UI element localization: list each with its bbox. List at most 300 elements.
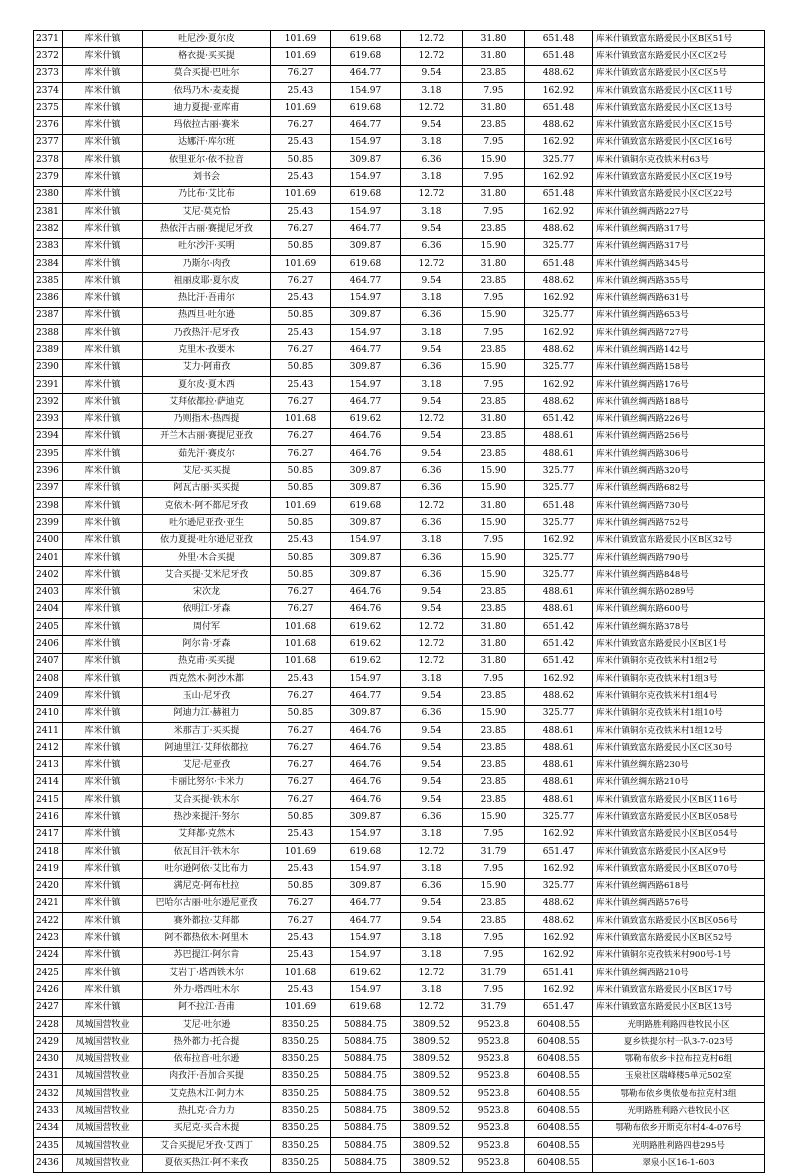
cell-total: 60408.55	[525, 1051, 593, 1068]
cell-township: 凤城国营牧业	[63, 1034, 143, 1051]
cell-name: 阿迪里江·艾拜依都拉	[143, 740, 271, 757]
cell-fee-a: 6.36	[401, 463, 463, 480]
cell-row-number: 2386	[34, 290, 63, 307]
cell-area: 101.68	[271, 965, 331, 982]
cell-total: 651.42	[525, 653, 593, 670]
cell-amount: 50884.75	[331, 1120, 401, 1137]
cell-row-number: 2399	[34, 515, 63, 532]
cell-row-number: 2425	[34, 965, 63, 982]
cell-fee-a: 12.72	[401, 100, 463, 117]
cell-area: 25.43	[271, 532, 331, 549]
cell-name: 刘书会	[143, 169, 271, 186]
cell-name: 迪力夏提·亚库甫	[143, 100, 271, 117]
cell-total: 488.61	[525, 740, 593, 757]
cell-township: 凤城国营牧业	[63, 1068, 143, 1085]
cell-fee-b: 31.80	[463, 48, 525, 65]
cell-fee-a: 12.72	[401, 48, 463, 65]
cell-area: 50.85	[271, 480, 331, 497]
cell-area: 101.69	[271, 186, 331, 203]
cell-amount: 464.76	[331, 740, 401, 757]
cell-fee-a: 3.18	[401, 947, 463, 964]
cell-row-number: 2406	[34, 636, 63, 653]
cell-amount: 464.76	[331, 446, 401, 463]
cell-row-number: 2391	[34, 376, 63, 393]
table-row	[34, 1138, 765, 1155]
cell-area: 101.68	[271, 411, 331, 428]
cell-area: 25.43	[271, 861, 331, 878]
table-row	[34, 1034, 765, 1051]
cell-fee-b: 7.95	[463, 134, 525, 151]
cell-fee-a: 9.54	[401, 65, 463, 82]
cell-total: 488.62	[525, 394, 593, 411]
cell-amount: 154.97	[331, 203, 401, 220]
cell-fee-b: 23.85	[463, 117, 525, 134]
cell-township: 库米什镇	[63, 428, 143, 445]
cell-row-number: 2427	[34, 999, 63, 1016]
cell-fee-a: 12.72	[401, 186, 463, 203]
cell-total: 651.48	[525, 498, 593, 515]
cell-township: 库米什镇	[63, 203, 143, 220]
cell-area: 76.27	[271, 792, 331, 809]
cell-fee-b: 7.95	[463, 826, 525, 843]
cell-address: 库米什镇铜尔克孜铁米村1组3号	[593, 670, 765, 687]
cell-total: 60408.55	[525, 1138, 593, 1155]
cell-township: 库米什镇	[63, 878, 143, 895]
cell-row-number: 2436	[34, 1155, 63, 1172]
cell-fee-a: 3809.52	[401, 1155, 463, 1172]
cell-address: 库米什镇致富东路爱民小区B区056号	[593, 913, 765, 930]
cell-name: 艾合买提·艾米尼牙孜	[143, 567, 271, 584]
table-row	[34, 653, 765, 670]
cell-fee-b: 7.95	[463, 325, 525, 342]
cell-fee-a: 3.18	[401, 861, 463, 878]
cell-amount: 309.87	[331, 480, 401, 497]
cell-name: 艾尼·买买提	[143, 463, 271, 480]
cell-address: 夏乡铁提尔村一队3-7-023号	[593, 1034, 765, 1051]
cell-area: 8350.25	[271, 1016, 331, 1033]
cell-total: 325.77	[525, 463, 593, 480]
cell-name: 热依汗古丽·赛提尼牙孜	[143, 221, 271, 238]
table-row	[34, 1051, 765, 1068]
cell-township: 库米什镇	[63, 809, 143, 826]
table-row	[34, 48, 765, 65]
cell-row-number: 2396	[34, 463, 63, 480]
cell-fee-b: 23.85	[463, 428, 525, 445]
cell-name: 阿瓦古丽·买买提	[143, 480, 271, 497]
cell-address: 库米什镇丝绸西路317号	[593, 238, 765, 255]
cell-address: 库米什镇丝绸西路355号	[593, 273, 765, 290]
cell-row-number: 2377	[34, 134, 63, 151]
cell-fee-b: 7.95	[463, 861, 525, 878]
cell-total: 651.42	[525, 619, 593, 636]
cell-address: 库米什镇丝绸西路226号	[593, 411, 765, 428]
cell-total: 651.48	[525, 31, 593, 48]
cell-name: 吐尼沙·夏尔皮	[143, 31, 271, 48]
cell-township: 凤城国营牧业	[63, 1016, 143, 1033]
cell-amount: 464.77	[331, 895, 401, 912]
cell-area: 101.69	[271, 31, 331, 48]
cell-address: 库米什镇丝绸西路142号	[593, 342, 765, 359]
cell-total: 488.62	[525, 117, 593, 134]
cell-amount: 50884.75	[331, 1034, 401, 1051]
cell-area: 8350.25	[271, 1120, 331, 1137]
cell-area: 50.85	[271, 515, 331, 532]
cell-name: 外力·塔西吐木尔	[143, 982, 271, 999]
cell-fee-b: 9523.8	[463, 1034, 525, 1051]
cell-address: 库米什镇丝绸西路682号	[593, 480, 765, 497]
cell-area: 101.69	[271, 48, 331, 65]
cell-amount: 464.76	[331, 584, 401, 601]
cell-address: 玉泉社区瑞峰楼5单元502室	[593, 1068, 765, 1085]
cell-row-number: 2405	[34, 619, 63, 636]
cell-fee-a: 9.54	[401, 601, 463, 618]
cell-fee-b: 7.95	[463, 82, 525, 99]
cell-fee-b: 23.85	[463, 394, 525, 411]
cell-area: 50.85	[271, 705, 331, 722]
cell-name: 祖丽皮耶·夏尔皮	[143, 273, 271, 290]
cell-fee-a: 3.18	[401, 169, 463, 186]
cell-name: 阿不都热依木·阿里木	[143, 930, 271, 947]
cell-area: 50.85	[271, 549, 331, 566]
cell-area: 76.27	[271, 601, 331, 618]
cell-row-number: 2378	[34, 152, 63, 169]
table-row	[34, 31, 765, 48]
cell-row-number: 2424	[34, 947, 63, 964]
cell-township: 库米什镇	[63, 134, 143, 151]
cell-address: 库米什镇丝绸西路227号	[593, 203, 765, 220]
cell-name: 艾拜都·克然木	[143, 826, 271, 843]
cell-total: 488.61	[525, 601, 593, 618]
cell-address: 库米什镇丝绸西路730号	[593, 498, 765, 515]
table-row	[34, 670, 765, 687]
cell-address: 库米什镇丝绸西路158号	[593, 359, 765, 376]
cell-total: 488.62	[525, 342, 593, 359]
table-row	[34, 117, 765, 134]
cell-amount: 619.62	[331, 619, 401, 636]
table-row	[34, 238, 765, 255]
cell-row-number: 2372	[34, 48, 63, 65]
cell-row-number: 2398	[34, 498, 63, 515]
cell-area: 76.27	[271, 117, 331, 134]
cell-township: 库米什镇	[63, 965, 143, 982]
table-row	[34, 325, 765, 342]
cell-fee-b: 23.85	[463, 895, 525, 912]
cell-total: 488.61	[525, 757, 593, 774]
cell-township: 库米什镇	[63, 359, 143, 376]
cell-township: 库米什镇	[63, 480, 143, 497]
cell-area: 8350.25	[271, 1155, 331, 1172]
cell-address: 鄂勒布依乡开斯克尔村4-4-076号	[593, 1120, 765, 1137]
cell-amount: 154.97	[331, 670, 401, 687]
cell-name: 莫合买提·巴吐尔	[143, 65, 271, 82]
table-row	[34, 273, 765, 290]
cell-name: 热西旦·吐尔逊	[143, 307, 271, 324]
cell-name: 艾拜依都拉·萨迪克	[143, 394, 271, 411]
cell-row-number: 2404	[34, 601, 63, 618]
cell-fee-a: 9.54	[401, 792, 463, 809]
cell-row-number: 2414	[34, 774, 63, 791]
table-row	[34, 65, 765, 82]
cell-township: 库米什镇	[63, 515, 143, 532]
cell-total: 325.77	[525, 480, 593, 497]
cell-address: 库米什镇丝绸西路306号	[593, 446, 765, 463]
cell-name: 肉孜汗·吾加合买提	[143, 1068, 271, 1085]
cell-amount: 309.87	[331, 307, 401, 324]
cell-total: 162.92	[525, 861, 593, 878]
cell-fee-b: 7.95	[463, 376, 525, 393]
cell-fee-b: 9523.8	[463, 1155, 525, 1172]
table-row	[34, 982, 765, 999]
cell-fee-a: 9.54	[401, 584, 463, 601]
cell-amount: 619.62	[331, 965, 401, 982]
cell-address: 库米什镇致富东路爱民小区C区5号	[593, 65, 765, 82]
cell-fee-a: 3.18	[401, 290, 463, 307]
cell-fee-a: 9.54	[401, 117, 463, 134]
cell-name: 周付军	[143, 619, 271, 636]
cell-area: 50.85	[271, 878, 331, 895]
cell-amount: 154.97	[331, 82, 401, 99]
cell-township: 凤城国营牧业	[63, 1155, 143, 1172]
cell-name: 卡丽比努尔·卡米力	[143, 774, 271, 791]
cell-name: 依布拉音·吐尔逊	[143, 1051, 271, 1068]
cell-fee-a: 3809.52	[401, 1138, 463, 1155]
cell-amount: 464.77	[331, 688, 401, 705]
cell-address: 库米什镇铜尔克孜铁米村63号	[593, 152, 765, 169]
cell-total: 162.92	[525, 930, 593, 947]
cell-address: 库米什镇铜尔克孜铁米村1组2号	[593, 653, 765, 670]
cell-area: 25.43	[271, 947, 331, 964]
cell-total: 325.77	[525, 238, 593, 255]
cell-name: 开兰木古丽·赛提尼亚孜	[143, 428, 271, 445]
cell-amount: 309.87	[331, 878, 401, 895]
cell-amount: 619.68	[331, 186, 401, 203]
cell-fee-b: 31.80	[463, 186, 525, 203]
cell-fee-a: 12.72	[401, 965, 463, 982]
cell-amount: 464.76	[331, 601, 401, 618]
cell-amount: 309.87	[331, 359, 401, 376]
cell-fee-b: 23.85	[463, 722, 525, 739]
cell-amount: 464.77	[331, 221, 401, 238]
cell-township: 库米什镇	[63, 446, 143, 463]
cell-fee-a: 9.54	[401, 913, 463, 930]
cell-township: 凤城国营牧业	[63, 1086, 143, 1103]
cell-township: 库米什镇	[63, 895, 143, 912]
cell-name: 依玛乃木·麦麦提	[143, 82, 271, 99]
cell-row-number: 2375	[34, 100, 63, 117]
cell-fee-a: 3.18	[401, 826, 463, 843]
cell-fee-a: 6.36	[401, 515, 463, 532]
cell-fee-b: 9523.8	[463, 1120, 525, 1137]
cell-address: 库米什镇致富东路爱民小区C区13号	[593, 100, 765, 117]
cell-address: 库米什镇丝绸西路188号	[593, 394, 765, 411]
cell-fee-a: 9.54	[401, 394, 463, 411]
cell-row-number: 2371	[34, 31, 63, 48]
cell-fee-a: 3.18	[401, 376, 463, 393]
cell-name: 热克甫·买买提	[143, 653, 271, 670]
cell-area: 8350.25	[271, 1034, 331, 1051]
cell-total: 488.61	[525, 722, 593, 739]
table-row	[34, 1155, 765, 1172]
cell-area: 25.43	[271, 826, 331, 843]
cell-total: 162.92	[525, 532, 593, 549]
cell-total: 325.77	[525, 878, 593, 895]
cell-total: 60408.55	[525, 1155, 593, 1172]
cell-address: 库米什镇丝绸东路230号	[593, 757, 765, 774]
table-row	[34, 428, 765, 445]
cell-fee-a: 12.72	[401, 498, 463, 515]
cell-fee-b: 15.90	[463, 809, 525, 826]
cell-township: 凤城国营牧业	[63, 1051, 143, 1068]
cell-area: 25.43	[271, 670, 331, 687]
table-row	[34, 307, 765, 324]
cell-fee-a: 12.72	[401, 411, 463, 428]
data-table	[33, 30, 765, 1173]
table-row	[34, 757, 765, 774]
cell-address: 库米什镇致富东路爱民小区B区054号	[593, 826, 765, 843]
cell-address: 库米什镇丝绸西路345号	[593, 255, 765, 272]
cell-address: 库米什镇致富东路爱民小区B区070号	[593, 861, 765, 878]
cell-address: 库米什镇铜尔克孜铁米村900号-1号	[593, 947, 765, 964]
cell-amount: 309.87	[331, 515, 401, 532]
cell-township: 库米什镇	[63, 498, 143, 515]
cell-area: 8350.25	[271, 1138, 331, 1155]
cell-address: 库米什镇丝绸东路378号	[593, 619, 765, 636]
cell-area: 76.27	[271, 342, 331, 359]
cell-fee-b: 7.95	[463, 290, 525, 307]
cell-amount: 464.76	[331, 722, 401, 739]
cell-row-number: 2387	[34, 307, 63, 324]
cell-total: 488.62	[525, 895, 593, 912]
cell-total: 325.77	[525, 549, 593, 566]
cell-fee-a: 12.72	[401, 653, 463, 670]
cell-area: 101.68	[271, 619, 331, 636]
cell-township: 库米什镇	[63, 31, 143, 48]
cell-row-number: 2430	[34, 1051, 63, 1068]
cell-amount: 50884.75	[331, 1086, 401, 1103]
cell-fee-a: 6.36	[401, 359, 463, 376]
cell-row-number: 2390	[34, 359, 63, 376]
cell-address: 库米什镇丝绸西路631号	[593, 290, 765, 307]
cell-name: 乃斯尔·肉孜	[143, 255, 271, 272]
cell-total: 488.61	[525, 584, 593, 601]
table-row	[34, 376, 765, 393]
cell-fee-a: 6.36	[401, 307, 463, 324]
cell-name: 满尼克·阿布杜拉	[143, 878, 271, 895]
cell-name: 乃孜热汗·尼牙孜	[143, 325, 271, 342]
cell-area: 8350.25	[271, 1086, 331, 1103]
cell-row-number: 2379	[34, 169, 63, 186]
cell-township: 库米什镇	[63, 273, 143, 290]
cell-fee-a: 3.18	[401, 82, 463, 99]
cell-fee-b: 15.90	[463, 549, 525, 566]
cell-township: 库米什镇	[63, 376, 143, 393]
cell-township: 凤城国营牧业	[63, 1103, 143, 1120]
cell-row-number: 2435	[34, 1138, 63, 1155]
cell-area: 8350.25	[271, 1051, 331, 1068]
table-row	[34, 1103, 765, 1120]
cell-row-number: 2431	[34, 1068, 63, 1085]
cell-total: 651.48	[525, 186, 593, 203]
cell-fee-b: 31.79	[463, 965, 525, 982]
cell-total: 325.77	[525, 515, 593, 532]
cell-area: 76.27	[271, 428, 331, 445]
cell-amount: 464.77	[331, 65, 401, 82]
cell-total: 488.61	[525, 446, 593, 463]
cell-total: 162.92	[525, 376, 593, 393]
table-row	[34, 826, 765, 843]
cell-address: 库米什镇铜尔克孜铁米村1组4号	[593, 688, 765, 705]
cell-area: 50.85	[271, 238, 331, 255]
cell-address: 库米什镇丝绸西路576号	[593, 895, 765, 912]
cell-amount: 309.87	[331, 705, 401, 722]
cell-name: 吐尔逊阿依·艾比布力	[143, 861, 271, 878]
cell-name: 米那吉丁·买买提	[143, 722, 271, 739]
cell-address: 库米什镇致富东路爱民小区C区15号	[593, 117, 765, 134]
cell-fee-b: 15.90	[463, 359, 525, 376]
cell-row-number: 2434	[34, 1120, 63, 1137]
cell-amount: 154.97	[331, 325, 401, 342]
cell-row-number: 2433	[34, 1103, 63, 1120]
cell-total: 162.92	[525, 826, 593, 843]
cell-township: 库米什镇	[63, 221, 143, 238]
cell-name: 外里·木合买提	[143, 549, 271, 566]
cell-amount: 154.97	[331, 947, 401, 964]
table-row	[34, 532, 765, 549]
cell-township: 库米什镇	[63, 670, 143, 687]
cell-township: 库米什镇	[63, 532, 143, 549]
cell-name: 依明江·牙森	[143, 601, 271, 618]
cell-area: 50.85	[271, 152, 331, 169]
cell-fee-a: 6.36	[401, 152, 463, 169]
cell-amount: 154.97	[331, 826, 401, 843]
cell-address: 库米什镇致富东路爱民小区B区1号	[593, 636, 765, 653]
cell-name: 阿不拉江·吾甫	[143, 999, 271, 1016]
cell-address: 库米什镇丝绸西路848号	[593, 567, 765, 584]
cell-amount: 619.68	[331, 48, 401, 65]
cell-area: 76.27	[271, 584, 331, 601]
cell-row-number: 2383	[34, 238, 63, 255]
table-row	[34, 965, 765, 982]
cell-address: 库米什镇致富东路爱民小区B区17号	[593, 982, 765, 999]
cell-township: 库米什镇	[63, 601, 143, 618]
cell-name: 吐尔沙汗·买明	[143, 238, 271, 255]
cell-township: 凤城国营牧业	[63, 1138, 143, 1155]
cell-name: 克依木·阿不都尼牙孜	[143, 498, 271, 515]
table-row	[34, 221, 765, 238]
cell-total: 651.41	[525, 965, 593, 982]
cell-name: 玛依拉古丽·赛米	[143, 117, 271, 134]
cell-fee-b: 31.80	[463, 411, 525, 428]
cell-area: 25.43	[271, 376, 331, 393]
cell-total: 162.92	[525, 290, 593, 307]
cell-name: 宋次龙	[143, 584, 271, 601]
cell-area: 50.85	[271, 359, 331, 376]
cell-address: 库米什镇致富东路爱民小区C区16号	[593, 134, 765, 151]
cell-fee-b: 31.79	[463, 999, 525, 1016]
cell-fee-a: 12.72	[401, 255, 463, 272]
cell-amount: 309.87	[331, 809, 401, 826]
cell-township: 库米什镇	[63, 567, 143, 584]
cell-township: 库米什镇	[63, 774, 143, 791]
cell-fee-a: 12.72	[401, 31, 463, 48]
table-row	[34, 1068, 765, 1085]
cell-fee-b: 7.95	[463, 169, 525, 186]
cell-total: 488.61	[525, 792, 593, 809]
cell-name: 克里木·孜要木	[143, 342, 271, 359]
cell-amount: 309.87	[331, 567, 401, 584]
cell-fee-b: 7.95	[463, 930, 525, 947]
table-row	[34, 1016, 765, 1033]
